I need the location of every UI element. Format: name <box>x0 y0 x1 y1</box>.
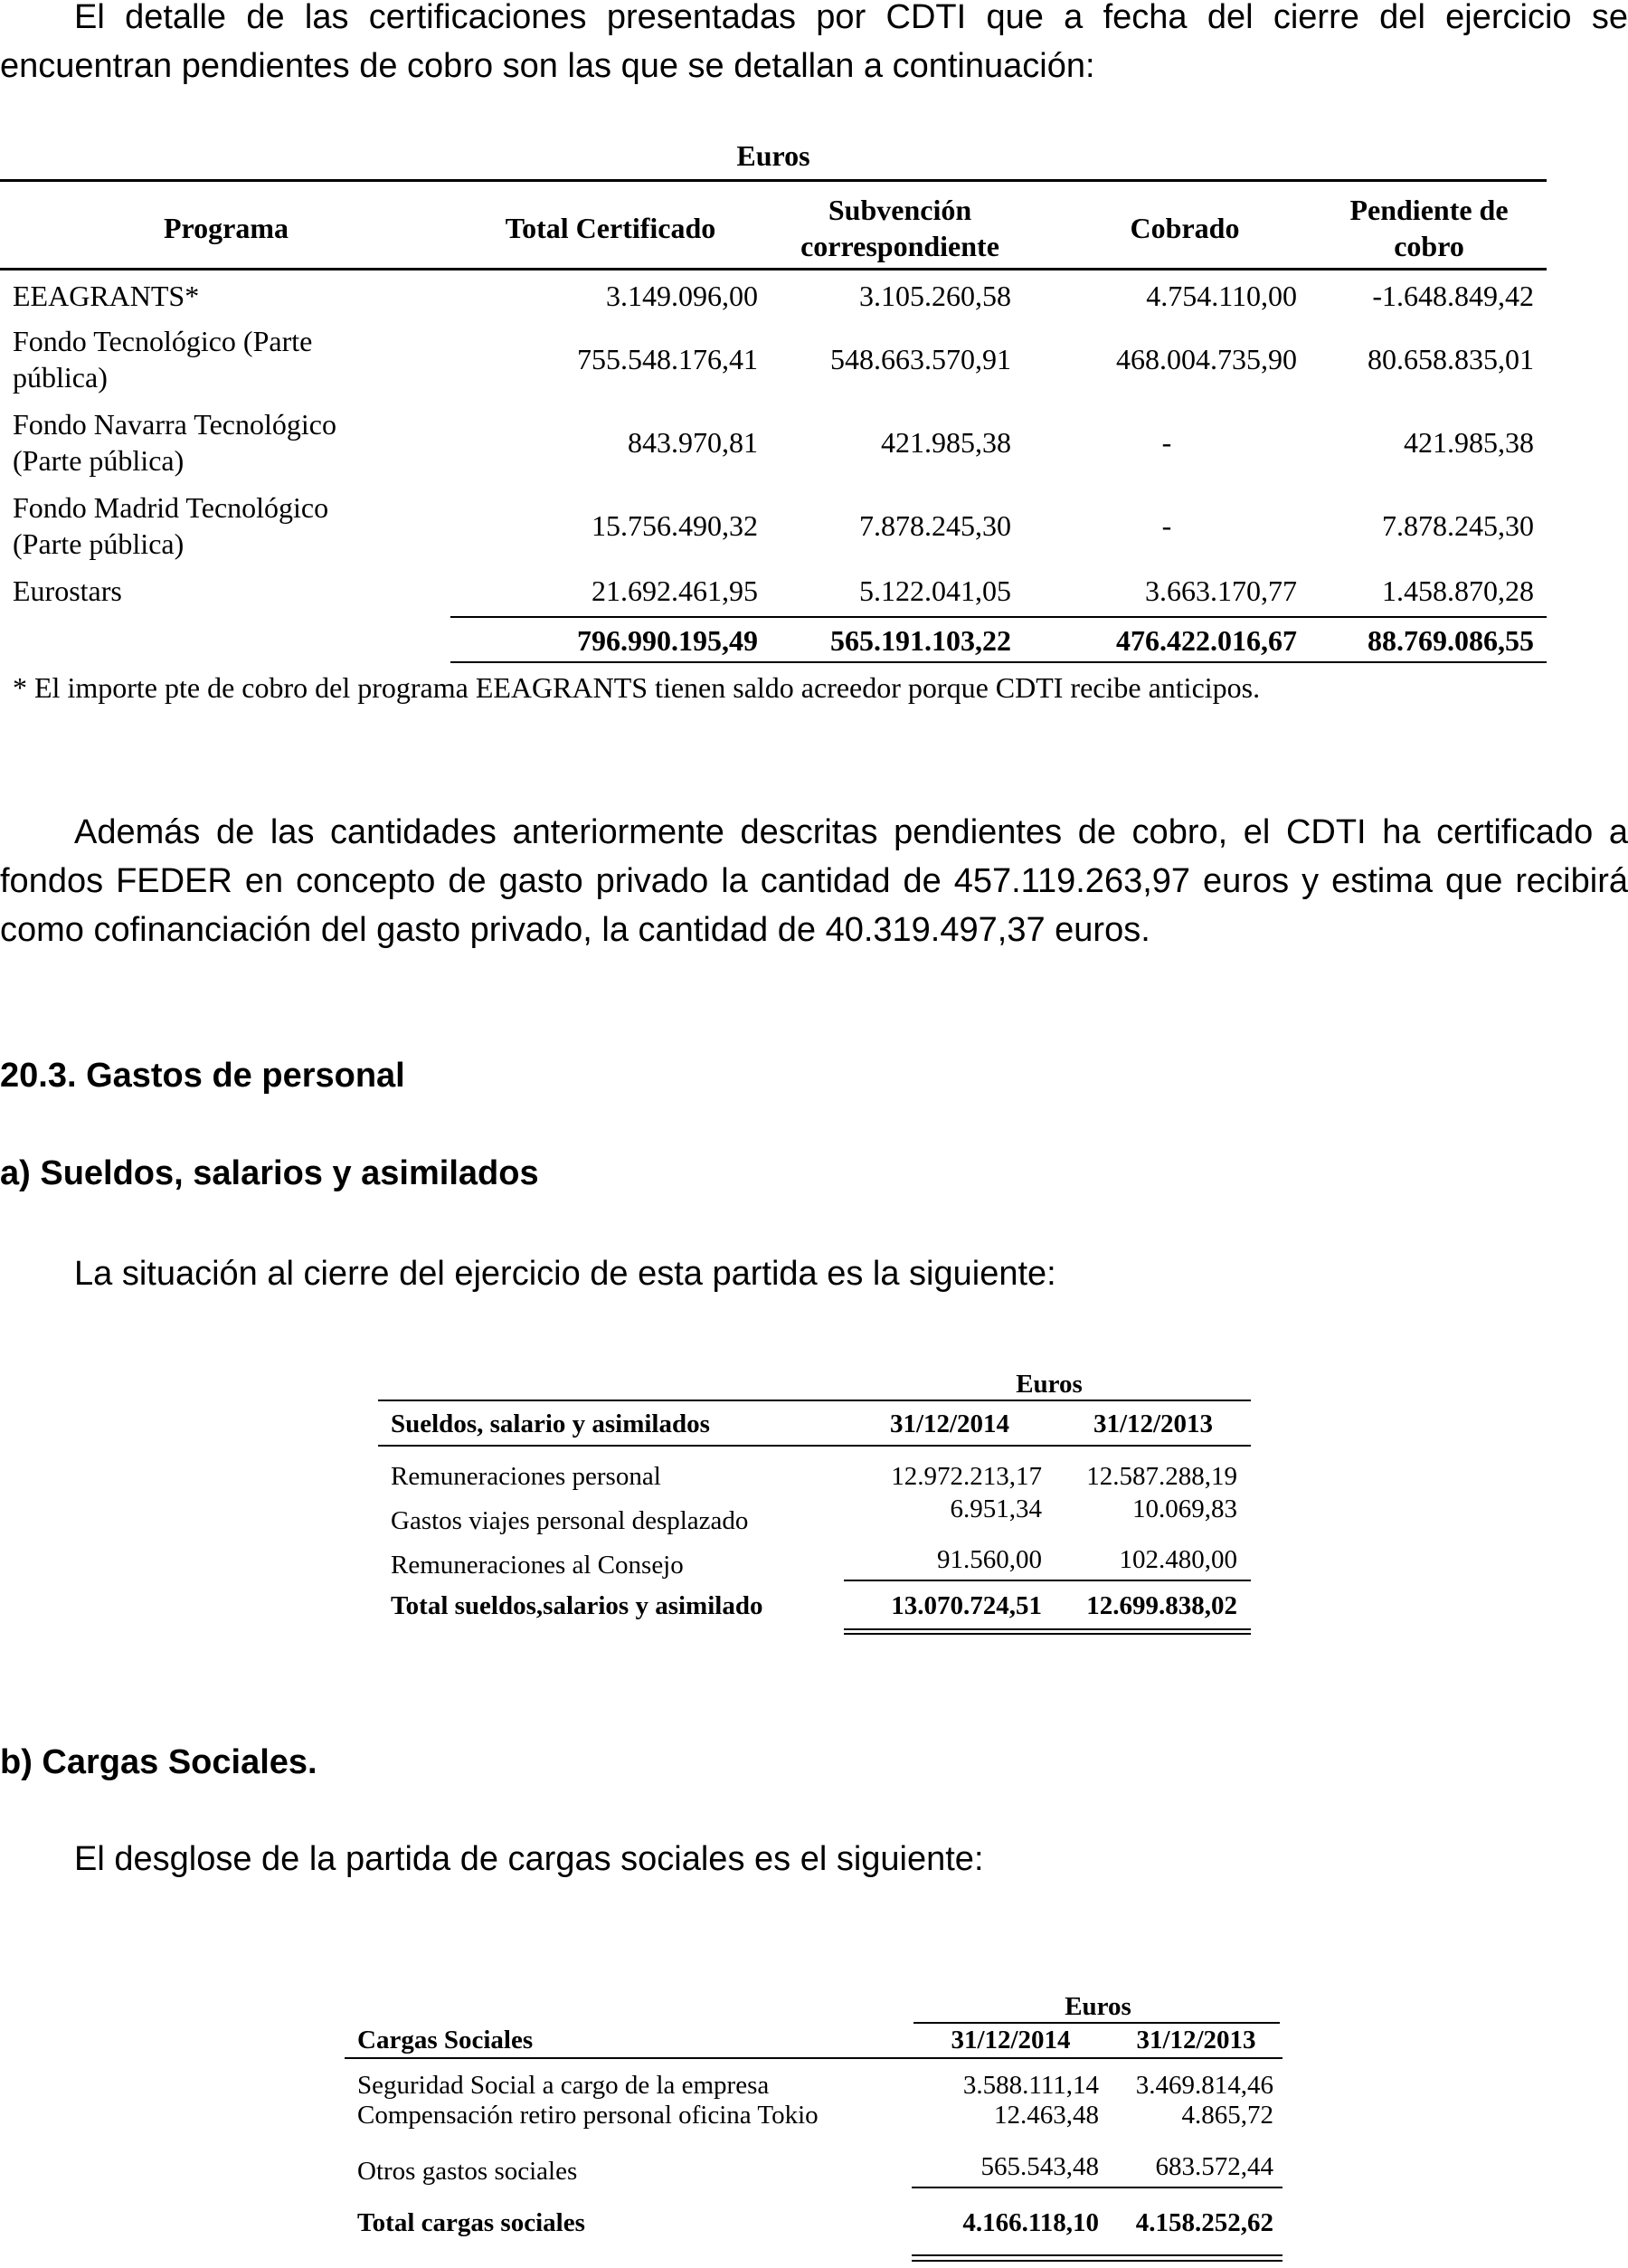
table2-currency-header: Euros <box>1016 1370 1083 1399</box>
table1-row-3-pendiente: 421.985,38 <box>1404 426 1534 459</box>
intro-paragraph-text: El detalle de las certificaciones presentadas por CDTI que a fecha del cierre del ejercicio se encuentran pendientes de cobro son las que se detallan a continuación: <box>0 0 1628 85</box>
table1-currency-header: Euros <box>736 139 810 172</box>
subsection-heading-sueldos: a) Sueldos, salarios y asimilados <box>0 1154 539 1192</box>
table3-header-concept: Cargas Sociales <box>357 2026 534 2054</box>
feder-paragraph-text: Además de las cantidades anteriormente descritas pendientes de cobro, el CDTI ha certificado a fondos FEDER en concepto de gasto privado la cantidad de 457.119.263,97 euros y estima que recibirá como cofinanciación del gasto privado, la cantidad de 40.319.497,37 euros. <box>0 813 1628 949</box>
table1-row-2-subvencion: 548.663.570,91 <box>830 343 1011 375</box>
table2-total-rule <box>844 1580 1251 1581</box>
table1-row-5-subvencion: 5.122.041,05 <box>859 574 1011 607</box>
table2-header-rule <box>378 1445 1251 1447</box>
table1-row-3-subvencion: 421.985,38 <box>881 426 1011 459</box>
situation-paragraph <box>0 1249 1628 1298</box>
table3-double-rule-2 <box>912 2260 1283 2262</box>
table3-row-3-concept: Otros gastos sociales <box>357 2157 578 2186</box>
table2-row-1-2014: 12.972.213,17 <box>891 1462 1042 1491</box>
table1-row-2-programa-line2: pública) <box>13 361 108 394</box>
table3-currency-header: Euros <box>1065 1992 1131 2021</box>
table3-header-2013: 31/12/2013 <box>1136 2026 1256 2054</box>
table3-row-2-concept: Compensación retiro personal oficina Tokio <box>357 2101 819 2130</box>
table1-footnote: * El importe pte de cobro del programa EEAGRANTS tienen saldo acreedor porque CDTI recibe anticipos. <box>13 671 1261 704</box>
table1-bottom-rule <box>450 661 1547 663</box>
table2-row-3-2013: 102.480,00 <box>1119 1545 1237 1574</box>
table2-row-3-concept: Remuneraciones al Consejo <box>391 1551 684 1580</box>
table2-header-concept: Sueldos, salario y asimilados <box>391 1409 710 1438</box>
table3-row-1-2013: 3.469.814,46 <box>1135 2071 1273 2100</box>
table2-row-3-2014: 91.560,00 <box>937 1545 1042 1574</box>
table2-row-1-concept: Remuneraciones personal <box>391 1462 661 1491</box>
section-heading-gastos-personal: 20.3. Gastos de personal <box>0 1057 405 1095</box>
table1-header-rule <box>0 268 1547 270</box>
table2-row-2-2014: 6.951,34 <box>950 1495 1042 1523</box>
table3-header-rule <box>345 2057 1283 2059</box>
table1-header-cobrado: Cobrado <box>1130 212 1240 244</box>
table3-total-concept: Total cargas sociales <box>357 2208 585 2237</box>
feder-paragraph <box>0 808 1628 954</box>
table1-row-5-cobrado: 3.663.170,77 <box>1145 574 1297 607</box>
table3-double-rule-1 <box>912 2254 1283 2256</box>
table3-row-2-2013: 4.865,72 <box>1181 2101 1273 2130</box>
situation-paragraph-text: La situación al cierre del ejercicio de esta partida es la siguiente: <box>74 1255 1056 1293</box>
table1-header-programa: Programa <box>163 212 289 244</box>
table1-row-1-total: 3.149.096,00 <box>606 280 758 312</box>
table1-row-4-programa-line1: Fondo Madrid Tecnológico <box>13 491 329 524</box>
table3-row-2-2014: 12.463,48 <box>994 2101 1099 2130</box>
table3-row-3-2013: 683.572,44 <box>1155 2152 1273 2181</box>
table1-row-5-total: 21.692.461,95 <box>592 574 758 607</box>
table1-row-2-pendiente: 80.658.835,01 <box>1368 343 1534 375</box>
table3-header-2014: 31/12/2014 <box>951 2026 1071 2054</box>
table1-header-pendiente-1: Pendiente de <box>1349 194 1509 226</box>
table1-row-5-programa: Eurostars <box>13 574 122 607</box>
table1-row-4-subvencion: 7.878.245,30 <box>859 509 1011 542</box>
table2-double-rule-1 <box>844 1628 1251 1630</box>
table1-header-subvencion-1: Subvención <box>828 194 972 226</box>
table3-total-2014: 4.166.118,10 <box>962 2208 1099 2237</box>
table1-row-3-programa-line2: (Parte pública) <box>13 444 185 477</box>
table2-header-2013: 31/12/2013 <box>1093 1409 1214 1438</box>
desglose-paragraph-text: El desglose de la partida de cargas sociales es el siguiente: <box>74 1840 984 1878</box>
table2-total-2013: 12.699.838,02 <box>1086 1591 1237 1620</box>
table1-total-rule <box>450 616 1547 618</box>
table3-row-1-2014: 3.588.111,14 <box>962 2071 1099 2100</box>
table1-total-cobrado: 476.422.016,67 <box>1116 624 1297 657</box>
subsection-heading-cargas: b) Cargas Sociales. <box>0 1743 317 1781</box>
table2-double-rule-2 <box>844 1633 1251 1635</box>
table1-row-4-programa-line2: (Parte pública) <box>13 527 185 560</box>
table3-total-2013: 4.158.252,62 <box>1135 2208 1273 2237</box>
table1-row-3-cobrado: - <box>1161 426 1172 459</box>
table1-row-4-total: 15.756.490,32 <box>592 509 758 542</box>
table2-total-concept: Total sueldos,salarios y asimilado <box>391 1591 763 1620</box>
desglose-paragraph <box>0 1835 1628 1884</box>
table1-row-1-programa: EEAGRANTS* <box>13 280 200 312</box>
table3-row-1-concept: Seguridad Social a cargo de la empresa <box>357 2071 770 2100</box>
table1-total-subvencion: 565.191.103,22 <box>830 624 1011 657</box>
table2-row-1-2013: 12.587.288,19 <box>1086 1462 1237 1491</box>
table3-row-3-2014: 565.543,48 <box>980 2152 1099 2181</box>
table1-row-1-subvencion: 3.105.260,58 <box>859 280 1011 312</box>
table1-top-rule <box>0 179 1547 182</box>
intro-paragraph <box>0 0 1628 90</box>
table2-row-2-2013: 10.069,83 <box>1132 1495 1237 1523</box>
table1-row-2-programa-line1: Fondo Tecnológico (Parte <box>13 325 313 357</box>
table1-row-5-pendiente: 1.458.870,28 <box>1382 574 1534 607</box>
table1-row-2-total: 755.548.176,41 <box>577 343 758 375</box>
table1-total-pendiente: 88.769.086,55 <box>1368 624 1534 657</box>
table3-total-rule <box>912 2187 1283 2188</box>
table1-row-3-programa-line1: Fondo Navarra Tecnológico <box>13 408 336 441</box>
table2-top-rule <box>378 1400 1251 1401</box>
table3-euros-rule <box>913 2022 1280 2024</box>
table2-total-2014: 13.070.724,51 <box>891 1591 1042 1620</box>
table2-row-2-concept: Gastos viajes personal desplazado <box>391 1506 749 1535</box>
table1-total-total: 796.990.195,49 <box>577 624 758 657</box>
table1-header-total: Total Certificado <box>505 212 716 244</box>
table1-row-3-total: 843.970,81 <box>628 426 758 459</box>
table2-header-2014: 31/12/2014 <box>889 1409 1010 1438</box>
table1-header-pendiente-2: cobro <box>1394 230 1464 262</box>
table1-row-2-cobrado: 468.004.735,90 <box>1116 343 1297 375</box>
table1-row-1-pendiente: -1.648.849,42 <box>1372 280 1534 312</box>
table1-row-1-cobrado: 4.754.110,00 <box>1146 280 1297 312</box>
table1-row-4-cobrado: - <box>1161 509 1172 542</box>
table1-header-subvencion-2: correspondiente <box>800 230 999 262</box>
table1-row-4-pendiente: 7.878.245,30 <box>1382 509 1534 542</box>
